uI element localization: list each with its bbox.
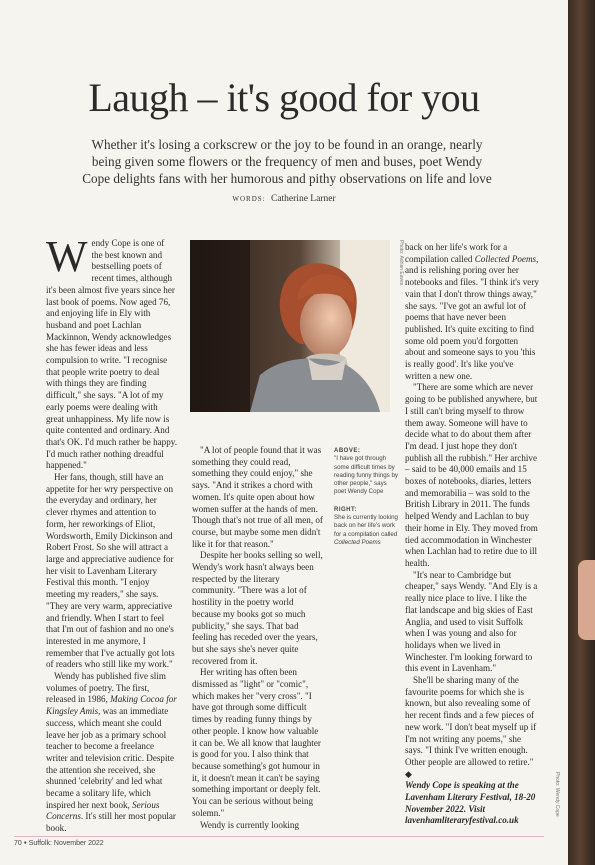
byline-label: WORDS: xyxy=(232,195,266,203)
paragraph-text: Wendy has published five slim volumes of poetry. The first, released in 1986, xyxy=(46,671,166,705)
article-paragraph xyxy=(46,671,177,835)
article-paragraph: Her fans, though, still have an appetite for her wry perspective on the everyday and ordinary, her clever rhymes and attention to form, her reworkings of Eliot, Wordsworth, Emily Dickinson and Robert Frost. So she will attract a large and appreciative audience for her visit to Lavenham Literary Festival this month. "I enjoy meeting my readers," she says. "They are very warm, appreciative and friendly. When I start to feel that I'm out of fashion and no one's interested in me anymore, I remember that I've actually got lots of readers who still like my work." xyxy=(46,472,175,670)
book-title: Serious Concerns xyxy=(46,799,160,822)
photo-credit: Photo: Adrian Eaves xyxy=(398,240,404,286)
paragraph-text: , and is relishing poring over her notebooks and files. "I think it's very vain that I don't throw things away," she says. "I've got an awful lot of poems that have never been published. It's quite exciting to find some old poem you'd forgotten about and someone says to you 'this is really good'. It's like you've written a new one. xyxy=(405,253,539,381)
footer-bullet: ● xyxy=(23,840,27,847)
paragraph-text: endy Cope is one of the best known and bestselling poets of recent times, although it's been almost five years since her last book of poems. Now aged 76, and enjoying life in Ely with husband and poet Lachlan Mackinnon, Wendy acknowledges she has fewer ideas and less compulsion to write. "I recognise that people write poetry to deal with things they are finding difficult," she says. "A lot of my early poems were dealing with great unhappiness. My life now is quite contented and ordinary. And that's OK. I'd much rather be happy. I'd much rather nothing dreadful happened." xyxy=(46,238,177,471)
caption-right xyxy=(334,506,400,547)
portrait-image xyxy=(190,240,390,412)
article-column-1 xyxy=(46,232,177,835)
paragraph-text: , was an immediate success, which meant she could leave her job as a primary school teacher to become a freelance writer and television critic. Despite the attention she received, she shunned 'celebrity' and led what became a solitary life, which inspired her next book, xyxy=(46,706,175,810)
standfirst: Whether it's losing a corkscrew or the joy to be found in an orange, nearly being given some flowers or the frequency of men and buses, poet Wendy Cope delights fans with her humorous and pithy observations on life and love xyxy=(82,137,492,186)
show-through-text xyxy=(200,10,400,71)
caption-text: She is currently looking back on her life's work for a compilation called xyxy=(334,514,398,538)
page-footer xyxy=(14,840,104,847)
photo-credit-2: Photo: Wendy Cope xyxy=(554,772,560,817)
caption-label: ABOVE: xyxy=(334,448,361,454)
article-paragraph: Wendy is currently looking xyxy=(200,819,300,830)
byline-author: Catherine Larner xyxy=(270,194,336,204)
article-paragraph: "A lot of people found that it was something they could read, something they could enjoy," she says. "And it strikes a chord with women. It's quite open about how women suffer at the hands of men. Though that's not true of all men, of course, but maybe some men didn't like it for that reason." xyxy=(192,445,323,549)
paragraph-text: . It's still her most popular book. xyxy=(46,811,176,834)
article-paragraph: Her writing has often been dismissed as "light" or "comic", which makes her "very cross". "I have got through some difficult times by reading funny things by other people. I know how valuable it can be. We all know that laughter is good for you. I also think that because something's got humour in it, it doesn't mean it can't be saying something important or deeply felt. You can be serious without being solemn." xyxy=(192,667,321,818)
portrait-photo xyxy=(190,240,390,412)
article-paragraph: "It's near to Cambridge but cheaper," says Wendy. "And Ely is a really nice place to live. I like the flat landscape and big skies of East Anglia, and used to visit Suffolk when I was young and also for holidays when we lived in Winchester. I'm looking forward to this event in Lavenham." xyxy=(405,569,538,674)
book-title: Collected Poems xyxy=(474,253,537,264)
page-number: 70 xyxy=(14,840,22,847)
article-paragraph: She'll be sharing many of the favourite poems for which she is known, but also revealing some of her recent finds and a few pieces of new work. "I don't beat myself up if I'm not writing any poems," she says. "I think I've written enough. Other people are allowed to retire." ◆ xyxy=(405,675,537,779)
article-column-2 xyxy=(192,445,324,831)
byline xyxy=(0,194,568,204)
article-column-3 xyxy=(405,242,539,827)
book-title: Making Cocoa for Kingsley Amis xyxy=(46,694,177,717)
caption-title: Collected Poems xyxy=(334,538,381,546)
event-promo: Wendy Cope is speaking at the Lavenham Literary Festival, 18-20 November 2022. Visit lavenhamliteraryfestival.co.uk xyxy=(405,780,536,826)
article-paragraph: "There are some which are never going to be published anywhere, but I still can't bring myself to throw them away. Someone will have to decide what to do about them after I'm dead. I just hope they don't publish all the rubbish." Her archive – said to be 40,000 emails and 15 boxes of notebooks, diaries, letters and memorabilia – was sold to the British Library in 2011. The funds helped Wendy and Lachlan to buy their home in Ely. They moved from tied accommodation in Winchester when Lachlan had to retire due to ill health. xyxy=(405,382,538,568)
photo-captions xyxy=(334,447,400,556)
dropcap: W xyxy=(46,232,88,281)
headline: Laugh – it's good for you xyxy=(88,75,480,120)
article-paragraph xyxy=(46,232,177,472)
article-paragraph xyxy=(405,242,539,382)
article-paragraph: Despite her books selling so well, Wendy's work hasn't always been respected by the literary community. "There was a lot of hostility in the poetry world because my books got so much publicity," she says. That bad feeling has receded over the years, but she says she's never quite recovered from it. xyxy=(192,550,323,666)
caption-above xyxy=(334,447,400,497)
paragraph-text: back on her life's work for a compilation called xyxy=(405,242,508,264)
magazine-issue: Suffolk: November 2022 xyxy=(28,840,104,847)
caption-label: RIGHT: xyxy=(334,506,357,513)
caption-text: "I have got through some difficult times by reading funny things by other people," says poet Wendy Cope xyxy=(334,455,398,496)
hand-edge xyxy=(578,560,595,640)
next-page-edge xyxy=(568,0,595,865)
footer-rule xyxy=(14,836,544,837)
